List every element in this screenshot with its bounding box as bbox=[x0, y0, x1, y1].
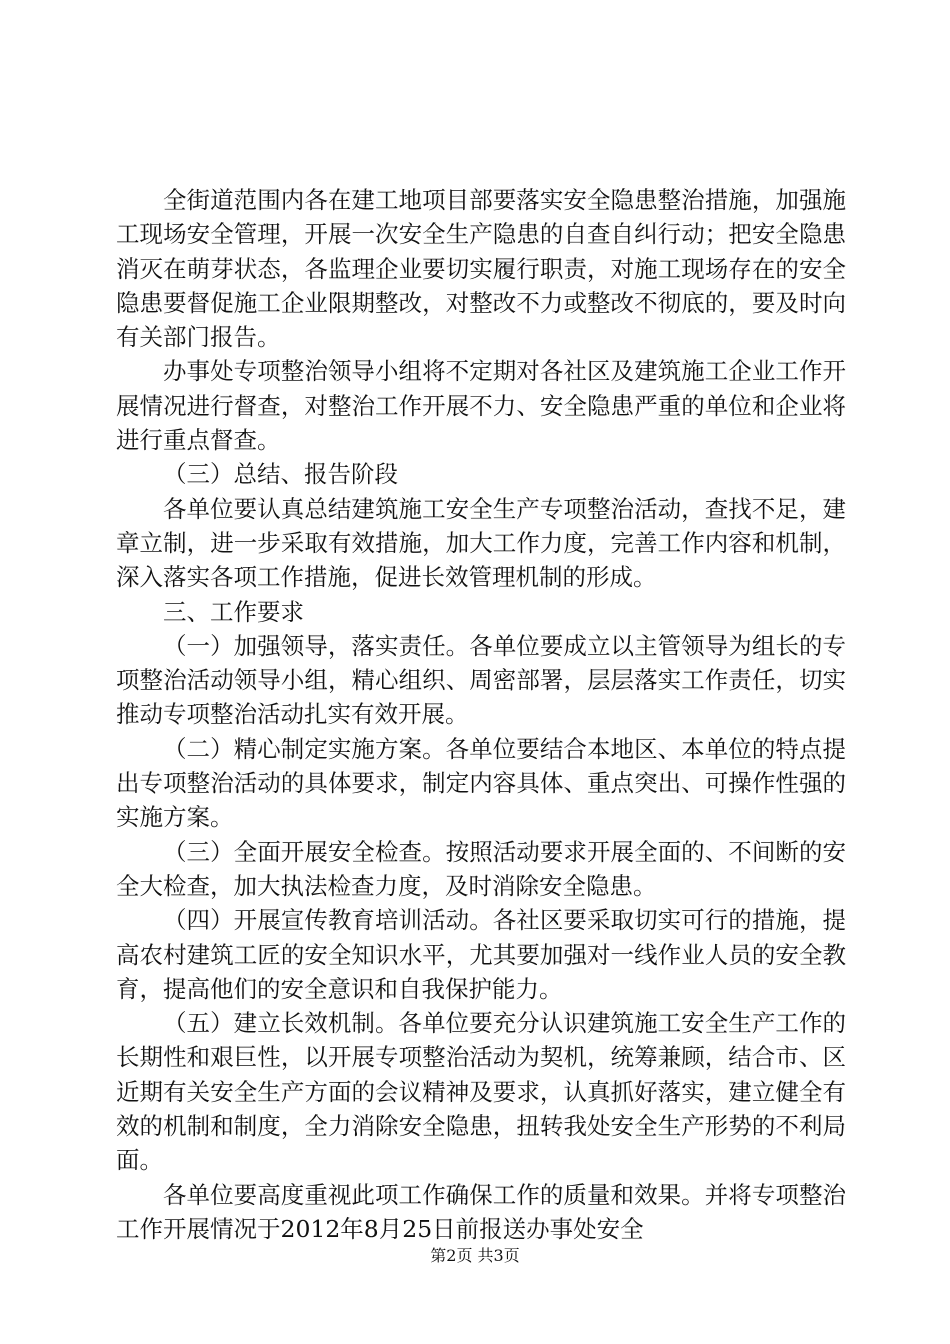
paragraph: （四）开展宣传教育培训活动。各社区要采取切实可行的措施，提高农村建筑工匠的安全知识水平，尤其要加强对一线作业人员的安全教育，提高他们的安全意识和自我保护能力。 bbox=[116, 906, 846, 1003]
document-body bbox=[116, 183, 846, 1246]
paragraph: （五）建立长效机制。各单位要充分认识建筑施工安全生产工作的长期性和艰巨性，以开展专项整治活动为契机，统筹兼顾，结合市、区近期有关安全生产方面的会议精神及要求，认真抓好落实，建立健全有效的机制和制度，全力消除安全隐患，扭转我处安全生产形势的不利局面。 bbox=[116, 1009, 846, 1175]
section-heading: （三）总结、报告阶段 bbox=[163, 460, 398, 489]
paragraph: （三）全面开展安全检查。按照活动要求开展全面的、不间断的安全大检查，加大执法检查力度，及时消除安全隐患。 bbox=[116, 837, 846, 900]
paragraph: 各单位要高度重视此项工作确保工作的质量和效果。并将专项整治工作开展情况于2012年8月25日前报送办事处安全 bbox=[116, 1180, 846, 1243]
paragraph: 全街道范围内各在建工地项目部要落实安全隐患整治措施，加强施工现场安全管理，开展一次安全生产隐患的自查自纠行动；把安全隐患消灭在萌芽状态，各监理企业要切实履行职责，对施工现场存在的安全隐患要督促施工企业限期整改，对整改不力或整改不彻底的，要及时向有关部门报告。 bbox=[116, 186, 846, 352]
page-number-footer: 第2页 共3页 bbox=[430, 1246, 520, 1265]
paragraph: 办事处专项整治领导小组将不定期对各社区及建筑施工企业工作开展情况进行督查，对整治工作开展不力、安全隐患严重的单位和企业将进行重点督查。 bbox=[116, 357, 846, 455]
paragraph: （一）加强领导，落实责任。各单位要成立以主管领导为组长的专项整治活动领导小组，精心组织、周密部署，层层落实工作责任，切实推动专项整治活动扎实有效开展。 bbox=[116, 631, 846, 729]
paragraph: （二）精心制定实施方案。各单位要结合本地区、本单位的特点提出专项整治活动的具体要求，制定内容具体、重点突出、可操作性强的实施方案。 bbox=[116, 734, 846, 832]
section-heading: 三、工作要求 bbox=[163, 597, 304, 626]
paragraph: 各单位要认真总结建筑施工安全生产专项整治活动，查找不足，建章立制，进一步采取有效措施，加大工作力度，完善工作内容和机制，深入落实各项工作措施，促进长效管理机制的形成。 bbox=[116, 494, 846, 592]
